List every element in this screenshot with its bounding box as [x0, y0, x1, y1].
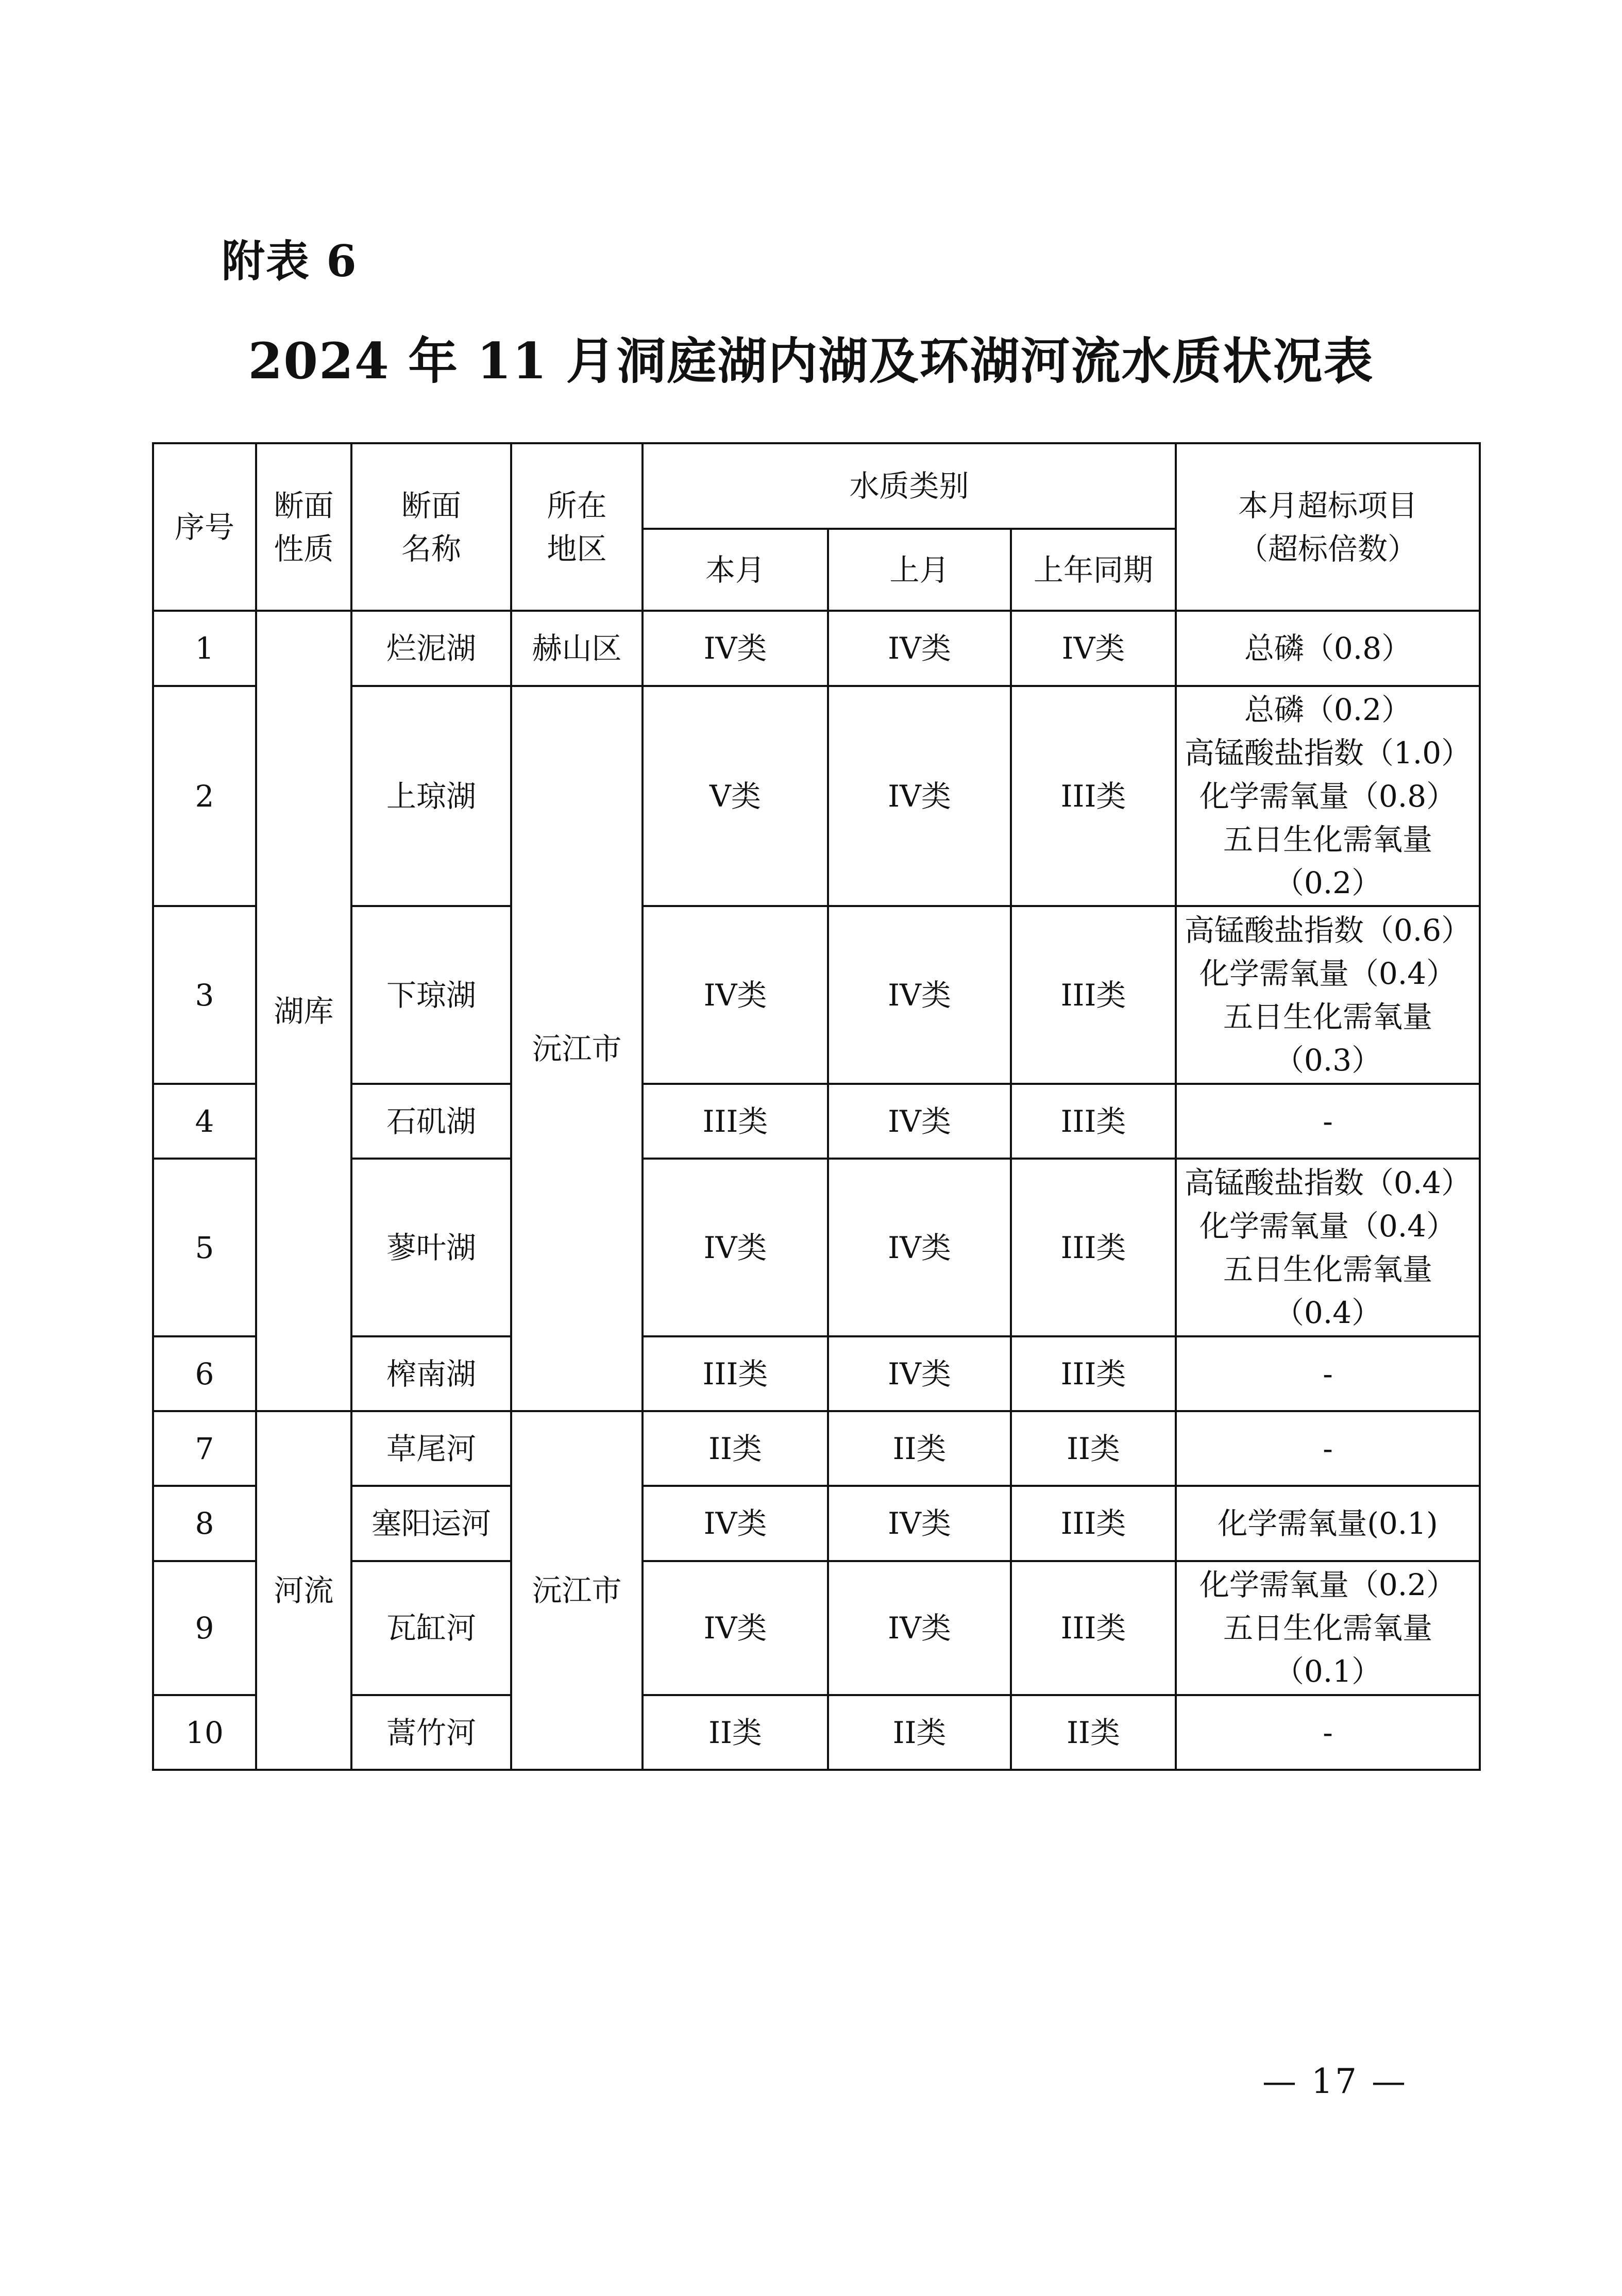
row-cur: IV类	[643, 906, 828, 1084]
row-exceed: -	[1176, 1411, 1480, 1486]
row-name: 蓼叶湖	[351, 1159, 511, 1336]
region-yuanjiang-lakes: 沅江市	[511, 686, 643, 1411]
row-cur: III类	[643, 1336, 828, 1411]
row-no: 6	[153, 1336, 256, 1411]
table-row	[153, 1159, 1480, 1336]
header-row	[153, 443, 1480, 529]
table-row	[153, 1695, 1480, 1770]
row-name: 瓦缸河	[351, 1561, 511, 1695]
row-no: 8	[153, 1486, 256, 1561]
table-row	[153, 1336, 1480, 1411]
row-prev: IV类	[828, 1561, 1011, 1695]
header-class-group: 水质类别	[643, 443, 1176, 529]
row-no: 4	[153, 1084, 256, 1159]
header-seq: 序号	[153, 443, 256, 611]
row-no: 7	[153, 1411, 256, 1486]
row-cur: IV类	[643, 1486, 828, 1561]
row-name: 蒿竹河	[351, 1695, 511, 1770]
header-section-nature: 断面 性质	[256, 443, 351, 611]
header-section-name: 断面 名称	[351, 443, 511, 611]
row-yoy: III类	[1011, 1561, 1176, 1695]
row-prev: IV类	[828, 1336, 1011, 1411]
region-heshan: 赫山区	[511, 611, 643, 686]
row-exceed: -	[1176, 1336, 1480, 1411]
row-prev: IV类	[828, 1486, 1011, 1561]
table-row	[153, 1411, 1480, 1486]
header-this-month: 本月	[643, 529, 828, 611]
row-yoy: III类	[1011, 686, 1176, 906]
row-name: 上琼湖	[351, 686, 511, 906]
page-title: 2024 年 11 月洞庭湖内湖及环湖河流水质状况表	[248, 332, 1374, 390]
row-no: 3	[153, 906, 256, 1084]
table-row	[153, 906, 1480, 1084]
row-yoy: III类	[1011, 1336, 1176, 1411]
row-cur: III类	[643, 1084, 828, 1159]
page-number: — 17 —	[1262, 2062, 1408, 2101]
row-cur: II类	[643, 1695, 828, 1770]
row-exceed: -	[1176, 1084, 1480, 1159]
row-exceed: 高锰酸盐指数（0.4） 化学需氧量（0.4） 五日生化需氧量 （0.4）	[1176, 1159, 1480, 1336]
row-prev: II类	[828, 1695, 1011, 1770]
region-yuanjiang-rivers: 沅江市	[511, 1411, 643, 1770]
row-no: 10	[153, 1695, 256, 1770]
row-yoy: II类	[1011, 1411, 1176, 1486]
row-name: 草尾河	[351, 1411, 511, 1486]
table-row	[153, 1486, 1480, 1561]
water-quality-table	[152, 442, 1481, 1771]
row-exceed: -	[1176, 1695, 1480, 1770]
row-exceed: 总磷（0.8）	[1176, 611, 1480, 686]
row-yoy: III类	[1011, 1084, 1176, 1159]
row-no: 1	[153, 611, 256, 686]
row-cur: IV类	[643, 1159, 828, 1336]
row-prev: IV类	[828, 611, 1011, 686]
table-row	[153, 686, 1480, 906]
row-cur: II类	[643, 1411, 828, 1486]
row-name: 下琼湖	[351, 906, 511, 1084]
row-no: 9	[153, 1561, 256, 1695]
header-exceed: 本月超标项目 （超标倍数）	[1176, 443, 1480, 611]
row-prev: II类	[828, 1411, 1011, 1486]
row-prev: IV类	[828, 906, 1011, 1084]
row-yoy: II类	[1011, 1695, 1176, 1770]
row-yoy: IV类	[1011, 611, 1176, 686]
row-yoy: III类	[1011, 906, 1176, 1084]
row-prev: IV类	[828, 1159, 1011, 1336]
row-cur: V类	[643, 686, 828, 906]
group-rivers: 河流	[256, 1411, 351, 1770]
row-name: 烂泥湖	[351, 611, 511, 686]
row-yoy: III类	[1011, 1486, 1176, 1561]
table-row	[153, 1561, 1480, 1695]
header-last-year: 上年同期	[1011, 529, 1176, 611]
table-row	[153, 611, 1480, 686]
row-name: 石矶湖	[351, 1084, 511, 1159]
row-no: 5	[153, 1159, 256, 1336]
row-exceed: 高锰酸盐指数（0.6） 化学需氧量（0.4） 五日生化需氧量 （0.3）	[1176, 906, 1480, 1084]
row-cur: IV类	[643, 611, 828, 686]
row-name: 塞阳运河	[351, 1486, 511, 1561]
header-region: 所在 地区	[511, 443, 643, 611]
row-prev: IV类	[828, 686, 1011, 906]
annex-label: 附表 6	[222, 236, 358, 287]
row-prev: IV类	[828, 1084, 1011, 1159]
row-no: 2	[153, 686, 256, 906]
row-exceed: 化学需氧量(0.1)	[1176, 1486, 1480, 1561]
group-lakes: 湖库	[256, 611, 351, 1411]
table-row	[153, 1084, 1480, 1159]
row-name: 榨南湖	[351, 1336, 511, 1411]
header-last-month: 上月	[828, 529, 1011, 611]
row-yoy: III类	[1011, 1159, 1176, 1336]
row-exceed: 化学需氧量（0.2） 五日生化需氧量 （0.1）	[1176, 1561, 1480, 1695]
row-exceed: 总磷（0.2） 高锰酸盐指数（1.0） 化学需氧量（0.8） 五日生化需氧量 （0.2）	[1176, 686, 1480, 906]
row-cur: IV类	[643, 1561, 828, 1695]
